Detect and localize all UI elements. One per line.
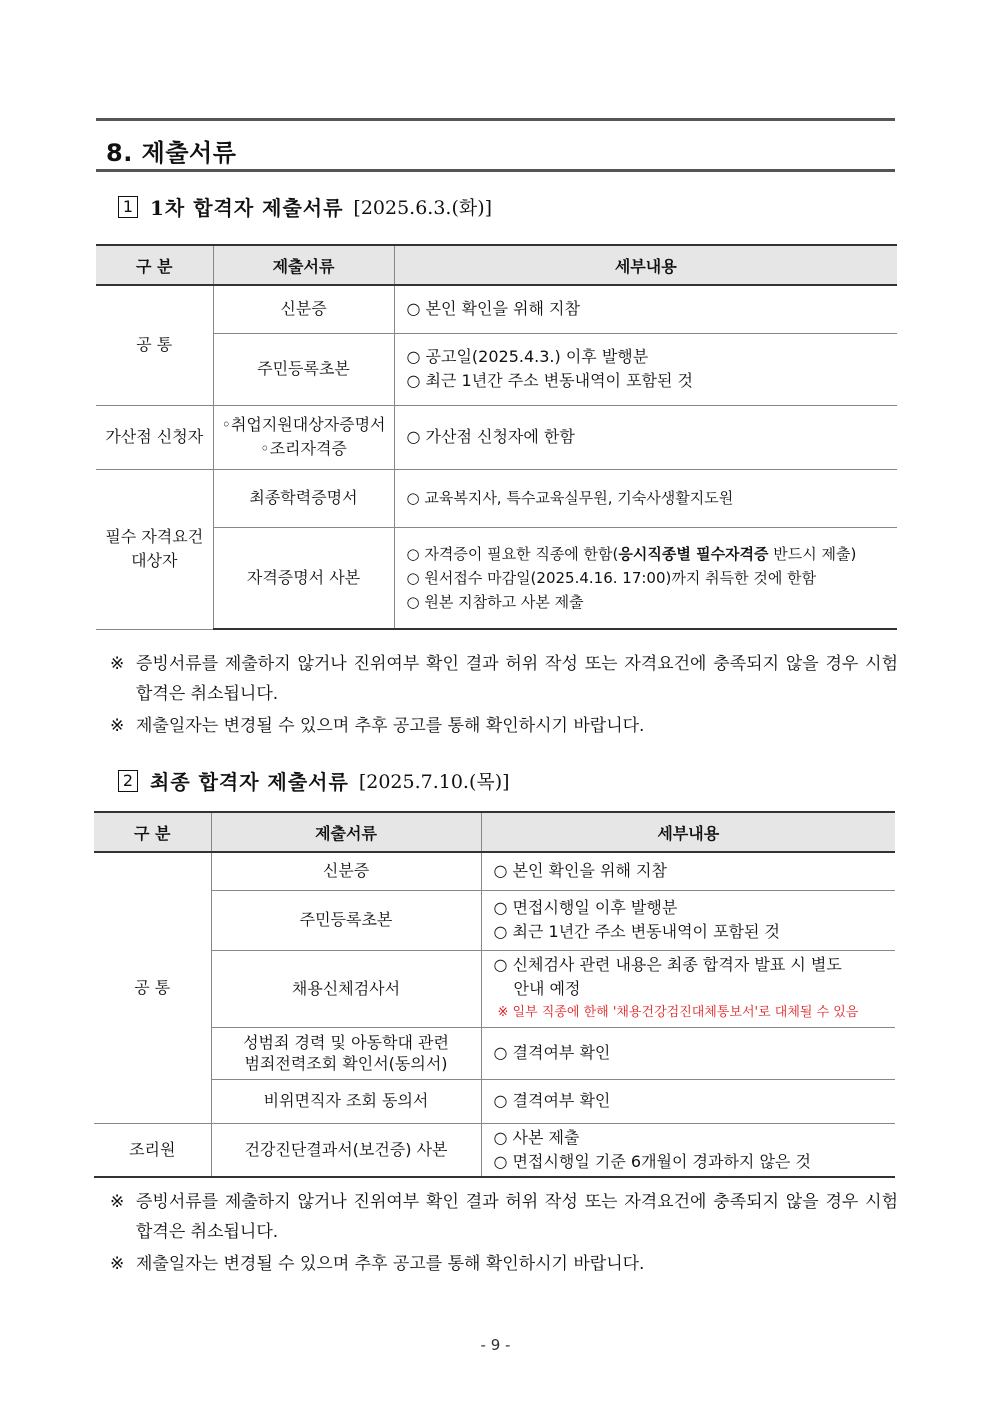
- table-header-row: [96, 245, 897, 285]
- part2-note-1: [110, 1187, 898, 1247]
- doc-bonus: [213, 405, 394, 469]
- part1-table: [96, 244, 897, 630]
- category-cook: 조리원: [94, 1123, 211, 1177]
- part1-title: 1차 합격자 제출서류: [150, 196, 344, 220]
- detail-line: ○ 원서접수 마감일(2025.4.16. 17:00)까지 취득한 것에 한함: [406, 568, 817, 587]
- doc-official-check: 비위면직자 조회 동의서: [211, 1079, 481, 1123]
- note-mark: ※: [110, 654, 125, 674]
- doc-resident-register: 주민등록초본: [213, 333, 394, 405]
- table-row: [94, 1027, 895, 1079]
- header-document: 제출서류: [213, 245, 394, 285]
- detail-line: ○ 사본 제출: [493, 1127, 580, 1147]
- category-line: 대상자: [131, 551, 178, 570]
- page-number: - 9 -: [480, 1336, 511, 1354]
- detail-certificate: [394, 527, 897, 629]
- doc-line: ◦취업지원대상자증명서: [221, 415, 386, 434]
- header-category: 구 분: [96, 245, 213, 285]
- detail-health-exam: [481, 950, 895, 1027]
- detail-text: 반드시 제출): [768, 544, 857, 563]
- category-required: [96, 469, 213, 629]
- header-category: 구 분: [94, 812, 211, 852]
- detail-line: ○ 면접시행일 이후 발행분: [493, 898, 678, 917]
- detail-education: ○ 교육복지사, 특수교육실무원, 기숙사생활지도원: [394, 469, 897, 527]
- table-row: [96, 405, 897, 469]
- doc-crime-check: [211, 1027, 481, 1079]
- doc-education: 최종학력증명서: [213, 469, 394, 527]
- part1-date: [2025.6.3.(화)]: [353, 197, 493, 219]
- doc-id-card: 신분증: [211, 852, 481, 890]
- note-text: 증빙서류를 제출하지 않거나 진위여부 확인 결과 허위 작성 또는 자격요건에 충족되지 않을 경우 시험 합격은 취소됩니다.: [136, 654, 898, 704]
- doc-certificate: 자격증명서 사본: [213, 527, 394, 629]
- table-row: [94, 852, 895, 890]
- table-row: [94, 890, 895, 950]
- part1-note-1: [110, 649, 898, 709]
- header-document: 제출서류: [211, 812, 481, 852]
- detail-official-check: ○ 결격여부 확인: [481, 1079, 895, 1123]
- table-row: [96, 285, 897, 333]
- part2-note-2: [110, 1249, 898, 1279]
- doc-health-exam: 채용신체검사서: [211, 950, 481, 1027]
- note-mark: ※: [110, 1254, 125, 1274]
- detail-crime-check: ○ 결격여부 확인: [481, 1027, 895, 1079]
- part2-heading: [118, 766, 510, 795]
- detail-id-card: ○ 본인 확인을 위해 지참: [481, 852, 895, 890]
- note-mark: ※: [110, 1192, 125, 1212]
- detail-resident-register: [394, 333, 897, 405]
- note-text: 제출일자는 변경될 수 있으며 추후 공고를 통해 확인하시기 바랍니다.: [136, 1254, 645, 1274]
- doc-line: 범죄전력조회 확인서(동의서): [244, 1054, 448, 1073]
- detail-line: ○ 공고일(2025.4.3.) 이후 발행분: [406, 347, 649, 366]
- detail-id-card: ○ 본인 확인을 위해 지참: [394, 285, 897, 333]
- part1-note-2: [110, 711, 898, 741]
- note-mark: ※: [110, 716, 125, 736]
- detail-bonus: ○ 가산점 신청자에 한함: [394, 405, 897, 469]
- doc-resident-register: 주민등록초본: [211, 890, 481, 950]
- detail-health-certificate: [481, 1123, 895, 1177]
- detail-line: ○ 면접시행일 기준 6개월이 경과하지 않은 것: [493, 1151, 811, 1171]
- part1-heading: [118, 192, 492, 221]
- table-row: [94, 950, 895, 1027]
- table-row: [94, 1123, 895, 1177]
- section-title: 8. 제출서류: [106, 139, 237, 167]
- category-bonus: 가산점 신청자: [96, 405, 213, 469]
- category-common: 공 통: [96, 285, 213, 405]
- part2-date: [2025.7.10.(목)]: [358, 771, 510, 793]
- table-row: [96, 469, 897, 527]
- category-line: 필수 자격요건: [105, 527, 204, 546]
- doc-health-certificate: 건강진단결과서(보건증) 사본: [211, 1123, 481, 1177]
- detail-text: ○ 자격증이 필요한 직종에 한함(: [406, 544, 619, 563]
- detail-line: ○ 신체검사 관련 내용은 최종 합격자 발표 시 별도: [493, 954, 842, 974]
- category-common: 공 통: [94, 852, 211, 1123]
- detail-line: ○ 최근 1년간 주소 변동내역이 포함된 것: [493, 922, 780, 941]
- detail-line: 안내 예정: [513, 978, 581, 998]
- note-text: 제출일자는 변경될 수 있으며 추후 공고를 통해 확인하시기 바랍니다.: [136, 716, 645, 736]
- detail-bold-text: 응시직종별 필수자격증: [618, 544, 769, 563]
- detail-resident-register: [481, 890, 895, 950]
- table-row: [96, 333, 897, 405]
- health-red-note: ※ 일부 직종에 한해 '채용건강검진대체통보서'로 대체될 수 있음: [497, 1004, 859, 1020]
- table-header-row: [94, 812, 895, 852]
- doc-id-card: 신분증: [213, 285, 394, 333]
- doc-line: 성범죄 경력 및 아동학대 관련: [243, 1033, 449, 1052]
- table-row: [96, 527, 897, 629]
- doc-line: ◦조리자격증: [260, 439, 347, 458]
- header-detail: 세부내용: [394, 245, 897, 285]
- detail-line: [407, 542, 892, 566]
- section-heading: [96, 118, 895, 172]
- part2-table: [94, 811, 895, 1178]
- note-text: 증빙서류를 제출하지 않거나 진위여부 확인 결과 허위 작성 또는 자격요건에 충족되지 않을 경우 시험 합격은 취소됩니다.: [136, 1192, 898, 1242]
- table-row: [94, 1079, 895, 1123]
- header-detail: 세부내용: [481, 812, 895, 852]
- part2-title: 최종 합격자 제출서류: [150, 770, 349, 794]
- detail-line: ○ 최근 1년간 주소 변동내역이 포함된 것: [406, 371, 693, 390]
- part2-number-box: 2: [118, 770, 138, 792]
- detail-line: ○ 원본 지참하고 사본 제출: [406, 592, 584, 611]
- part1-number-box: 1: [118, 196, 138, 218]
